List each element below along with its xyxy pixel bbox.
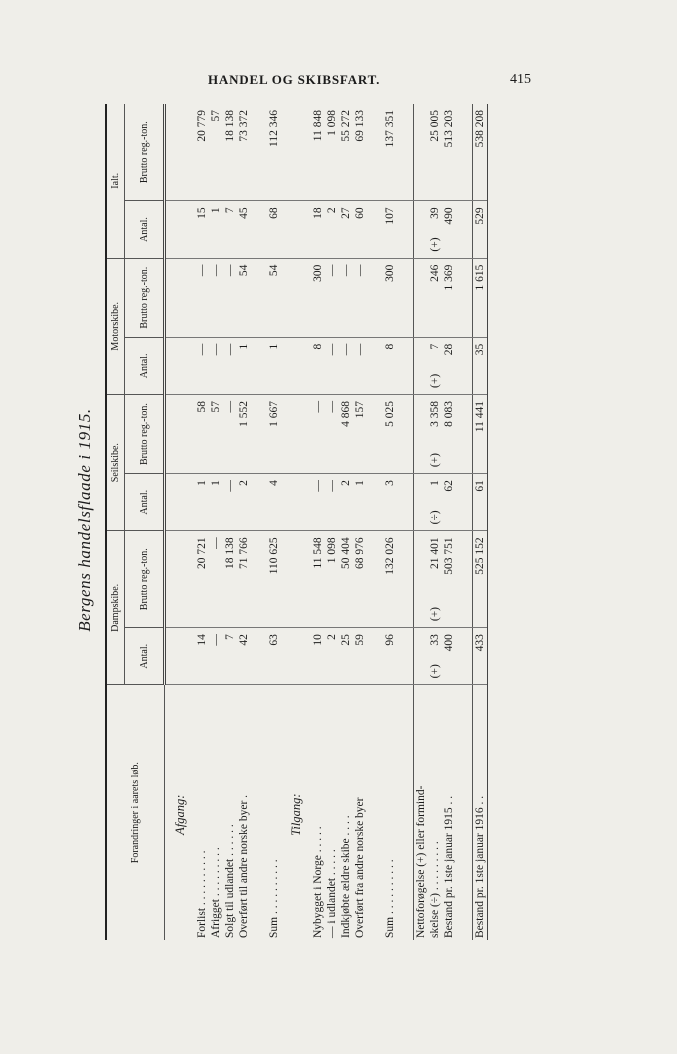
table-row-sum — [267, 104, 281, 940]
table-cell: 112 346 — [267, 104, 281, 201]
table-cell: 110 625 — [267, 531, 281, 628]
table-row — [209, 104, 223, 940]
table-cell: 68 976 — [353, 531, 367, 628]
table-cell: 50 404 — [339, 531, 353, 628]
row-label: Sum . . . . . . . . . . — [384, 859, 396, 938]
table-cell: 3 — [383, 474, 397, 531]
table-cell: 25 005 — [428, 104, 442, 201]
table-cell: 69 133 — [353, 104, 367, 201]
table-cell: 107 — [383, 201, 397, 258]
table-row — [223, 104, 237, 940]
table-cell: — — [223, 337, 237, 394]
table-cell: 54 — [267, 258, 281, 337]
table-cell: 18 — [311, 201, 325, 258]
table-row — [414, 104, 429, 940]
table-cell: 63 — [267, 628, 281, 685]
sign-label: (+) — [429, 664, 441, 679]
row-label: Nettoforøgelse (+) eller formind- — [414, 685, 429, 940]
table-cell: — — [353, 337, 367, 394]
table-cell: 58 — [195, 394, 209, 473]
table-cell: 62 — [442, 474, 456, 531]
column-header-brutto: Brutto reg.-ton. — [125, 104, 165, 201]
row-label: Solgt til udlandet . . . . . . — [224, 824, 236, 938]
table-cell: 1 098 — [325, 531, 339, 628]
table-cell: 42 — [237, 628, 251, 685]
table-cell: 57 — [209, 394, 223, 473]
column-header-antal: Antal. — [125, 201, 165, 258]
table-cell: 18 138 — [223, 531, 237, 628]
table-cell: — — [209, 337, 223, 394]
table-cell: 5 025 — [383, 394, 397, 473]
table-cell: 57 — [209, 104, 223, 201]
table-cell: 60 — [353, 201, 367, 258]
table-cell: 54 — [237, 258, 251, 337]
section-heading-afgang: Afgang: — [173, 794, 187, 835]
sign-label: (+) — [429, 373, 441, 388]
table-cell: 400 — [442, 628, 456, 685]
table-cell: 1 667 — [267, 394, 281, 473]
table-cell: 1 — [353, 474, 367, 531]
table-cell: 27 — [339, 201, 353, 258]
column-header-brutto: Brutto reg.-ton. — [125, 531, 165, 628]
table-cell: 96 — [383, 628, 397, 685]
table-row — [237, 104, 251, 940]
table-cell: 8 — [311, 337, 325, 394]
rotated-table-page — [75, 100, 525, 940]
table-cell: (+) 7 — [428, 337, 442, 394]
table-cell: 300 — [311, 258, 325, 337]
table-row — [442, 104, 456, 940]
table-cell: 2 — [339, 474, 353, 531]
table-cell: 11 548 — [311, 531, 325, 628]
table-row — [353, 104, 367, 940]
table-cell: — — [339, 258, 353, 337]
row-label: Forlist . . . . . . . . . . — [196, 850, 208, 938]
row-label: Bestand pr. 1ste januar 1915 . . — [443, 795, 455, 938]
page-header — [0, 72, 677, 92]
table-row — [195, 104, 209, 940]
sign-label: (+) — [429, 453, 441, 468]
table-cell: 1 369 — [442, 258, 456, 337]
table-cell: 7 — [223, 201, 237, 258]
table-cell: — — [209, 628, 223, 685]
table-cell: 529 — [473, 201, 488, 258]
table-cell: 1 098 — [325, 104, 339, 201]
table-cell: 2 — [237, 474, 251, 531]
table-row — [339, 104, 353, 940]
table-cell: 55 272 — [339, 104, 353, 201]
table-cell: — — [195, 337, 209, 394]
table-cell: — — [339, 337, 353, 394]
group-header-motorskibe: Motorskibe. — [106, 258, 125, 394]
table-cell: 513 203 — [442, 104, 456, 201]
group-header-ialt: Ialt. — [106, 104, 125, 258]
table-row-total — [473, 104, 488, 940]
group-header-seilskibe: Seilskibe. — [106, 394, 125, 530]
table-cell: 15 — [195, 201, 209, 258]
table-cell: 10 — [311, 628, 325, 685]
sign-label: (+) — [429, 606, 441, 622]
table-cell: (+) 33 — [428, 628, 442, 685]
table-cell: — — [223, 258, 237, 337]
table-cell: — — [325, 474, 339, 531]
table-cell: 1 552 — [237, 394, 251, 473]
table-cell: — — [325, 337, 339, 394]
sign-label: (+) — [429, 237, 441, 252]
table-cell: — — [195, 258, 209, 337]
table-row — [325, 104, 339, 940]
table-cell: 18 138 — [223, 104, 237, 201]
table-cell: — — [311, 474, 325, 531]
table-cell: 25 — [339, 628, 353, 685]
table-cell: 1 — [267, 337, 281, 394]
row-label: Overført fra andre norske byer — [354, 797, 366, 938]
row-label: Sum . . . . . . . . . . — [268, 859, 280, 938]
row-label: Bestand pr. 1ste januar 1916 . . — [473, 685, 488, 940]
column-header-antal: Antal. — [125, 337, 165, 394]
table-cell: 45 — [237, 201, 251, 258]
row-label: skelse (÷) . . . . . . . . . — [429, 841, 441, 938]
table-title: Bergens handelsflaade i 1915. — [75, 408, 94, 632]
column-header-brutto: Brutto reg.-ton. — [125, 394, 165, 473]
table-cell: 73 372 — [237, 104, 251, 201]
table-cell: 137 351 — [383, 104, 397, 201]
column-header-antal: Antal. — [125, 474, 165, 531]
column-header-antal: Antal. — [125, 628, 165, 685]
row-label: Indkjøbte ældre skibe . . . . — [340, 815, 352, 938]
row-label: Overført til andre norske byer . — [238, 794, 250, 938]
table-cell: — — [223, 394, 237, 473]
table-cell: — — [325, 258, 339, 337]
table-cell: 525 152 — [473, 531, 488, 628]
fleet-table — [105, 104, 488, 940]
table-cell: 20 779 — [195, 104, 209, 201]
table-cell: 1 — [237, 337, 251, 394]
table-cell: 68 — [267, 201, 281, 258]
table-cell: 538 208 — [473, 104, 488, 201]
table-cell: 14 — [195, 628, 209, 685]
table-cell: 2 — [325, 201, 339, 258]
table-cell: 246 — [428, 258, 442, 337]
table-cell: (+) 21 401 — [428, 531, 442, 628]
table-cell: 433 — [473, 628, 488, 685]
table-cell: 2 — [325, 628, 339, 685]
running-title: HANDEL OG SKIBSFART. — [208, 72, 381, 87]
table-cell: (+) 39 — [428, 201, 442, 258]
table-cell: 503 751 — [442, 531, 456, 628]
table-row-sum — [383, 104, 397, 940]
table-cell: 4 868 — [339, 394, 353, 473]
table-cell: — — [209, 531, 223, 628]
table-cell: — — [209, 258, 223, 337]
column-header-changes: Forandringer i aarets løb. — [106, 685, 165, 940]
table-cell: 1 — [209, 474, 223, 531]
table-cell: 132 026 — [383, 531, 397, 628]
table-cell: 20 721 — [195, 531, 209, 628]
column-header-brutto: Brutto reg.-ton. — [125, 258, 165, 337]
table-cell: 7 — [223, 628, 237, 685]
table-cell: 300 — [383, 258, 397, 337]
table-cell: — — [223, 474, 237, 531]
section-heading-tilgang: Tilgang: — [289, 793, 303, 836]
table-cell: 1 615 — [473, 258, 488, 337]
table-cell: 11 441 — [473, 394, 488, 473]
table-cell: — — [325, 394, 339, 473]
table-cell: 11 848 — [311, 104, 325, 201]
table-cell: 1 — [195, 474, 209, 531]
table-row — [311, 104, 325, 940]
table-cell: 157 — [353, 394, 367, 473]
table-cell: 4 — [267, 474, 281, 531]
row-label: — i udlandet . . . . . — [326, 849, 338, 938]
table-cell: 61 — [473, 474, 488, 531]
table-cell: 1 — [209, 201, 223, 258]
table-cell: 8 — [383, 337, 397, 394]
page-number: 415 — [510, 72, 531, 87]
table-cell: — — [311, 394, 325, 473]
row-label: Nybygget i Norge . . . . . — [312, 826, 324, 938]
sign-label: (÷) — [429, 510, 441, 525]
group-header-dampskibe: Dampskibe. — [106, 531, 125, 685]
table-cell: 59 — [353, 628, 367, 685]
table-cell: 8 083 — [442, 394, 456, 473]
table-cell: — — [353, 258, 367, 337]
table-cell: 28 — [442, 337, 456, 394]
table-cell: (÷) 1 — [428, 474, 442, 531]
table-cell: 35 — [473, 337, 488, 394]
table-cell: (+) 3 358 — [428, 394, 442, 473]
table-row-netto — [428, 104, 442, 940]
table-cell: 71 766 — [237, 531, 251, 628]
row-label: Afrigget . . . . . . . . . — [210, 847, 222, 938]
table-cell: 490 — [442, 201, 456, 258]
